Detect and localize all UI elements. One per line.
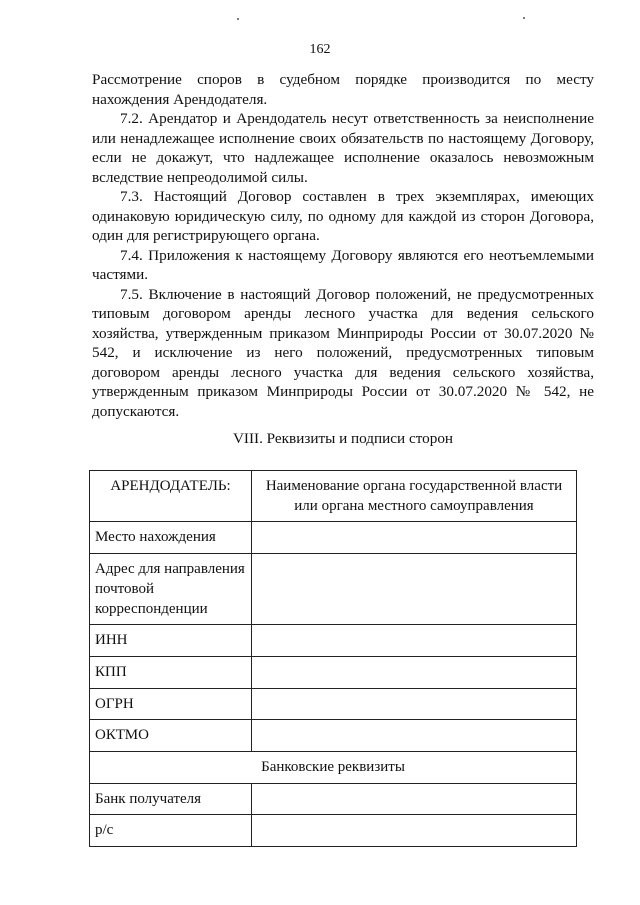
row-value-location bbox=[252, 522, 577, 554]
row-label-kpp: КПП bbox=[90, 657, 252, 689]
row-value-postal-address bbox=[252, 554, 577, 625]
table-row bbox=[90, 815, 577, 847]
table-row bbox=[90, 625, 577, 657]
paragraph-dispute: Рассмотрение споров в судебном порядке производится по месту нахождения Арендодателя. bbox=[92, 71, 594, 108]
paragraph-7-2: 7.2. Арендатор и Арендодатель несут ответственность за неисполнение или ненадлежащее исполнение своих обязательств по настоящему Договору, если не докажут, что надлежащее исполнение оказалось невозможным вследствие непреодолимой силы. bbox=[92, 110, 594, 186]
row-label-bank: Банк получателя bbox=[90, 784, 252, 815]
row-value-ogrn bbox=[252, 689, 577, 720]
authority-name-cell: Наименование органа государственной власти или органа местного самоуправления bbox=[252, 471, 577, 522]
table-row bbox=[90, 784, 577, 815]
table-row bbox=[90, 522, 577, 554]
row-value-inn bbox=[252, 625, 577, 657]
row-label-ogrn: ОГРН bbox=[90, 689, 252, 720]
table-header-row bbox=[90, 471, 577, 522]
row-value-bank bbox=[252, 784, 577, 815]
row-label-account: р/с bbox=[90, 815, 252, 847]
requisites-table bbox=[89, 470, 577, 847]
scan-speck bbox=[237, 18, 239, 20]
lessor-header-cell: АРЕНДОДАТЕЛЬ: bbox=[90, 471, 252, 522]
section-heading: VIII. Реквизиты и подписи сторон bbox=[232, 430, 454, 447]
table-row bbox=[90, 720, 577, 752]
paragraph-7-3: 7.3. Настоящий Договор составлен в трех экземплярах, имеющих одинаковую юридическую силу, по одному для каждой из сторон Договора, один для регистрирующего органа. bbox=[92, 188, 594, 244]
row-value-oktmo bbox=[252, 720, 577, 752]
paragraph-7-5: 7.5. Включение в настоящий Договор положений, не предусмотренных типовым договором аренды лесного участка для ведения сельского хозяйства, утвержденным приказом Минприроды России от 30.07.2020 № 542, и исключение из него положений, предусмотренных типовым договором аренды лесного участка для ведения сельского хозяйства, утвержденным приказом Минприроды России от 30.07.2020 № 542, не допускаются. bbox=[92, 285, 594, 420]
row-value-account bbox=[252, 815, 577, 847]
page-number: 162 bbox=[309, 42, 331, 57]
table-row bbox=[90, 657, 577, 689]
contract-body bbox=[92, 70, 594, 421]
paragraph-7-4: 7.4. Приложения к настоящему Договору являются его неотъемлемыми частями. bbox=[92, 246, 594, 283]
table-row bbox=[90, 689, 577, 720]
table-row bbox=[90, 554, 577, 625]
row-label-oktmo: ОКТМО bbox=[90, 720, 252, 752]
table-row bbox=[90, 752, 577, 784]
row-label-postal-address: Адрес для направления почтовой корреспонденции bbox=[90, 554, 252, 625]
row-label-location: Место нахождения bbox=[90, 522, 252, 554]
scan-speck bbox=[523, 17, 525, 19]
bank-details-header: Банковские реквизиты bbox=[90, 752, 577, 784]
row-label-inn: ИНН bbox=[90, 625, 252, 657]
row-value-kpp bbox=[252, 657, 577, 689]
